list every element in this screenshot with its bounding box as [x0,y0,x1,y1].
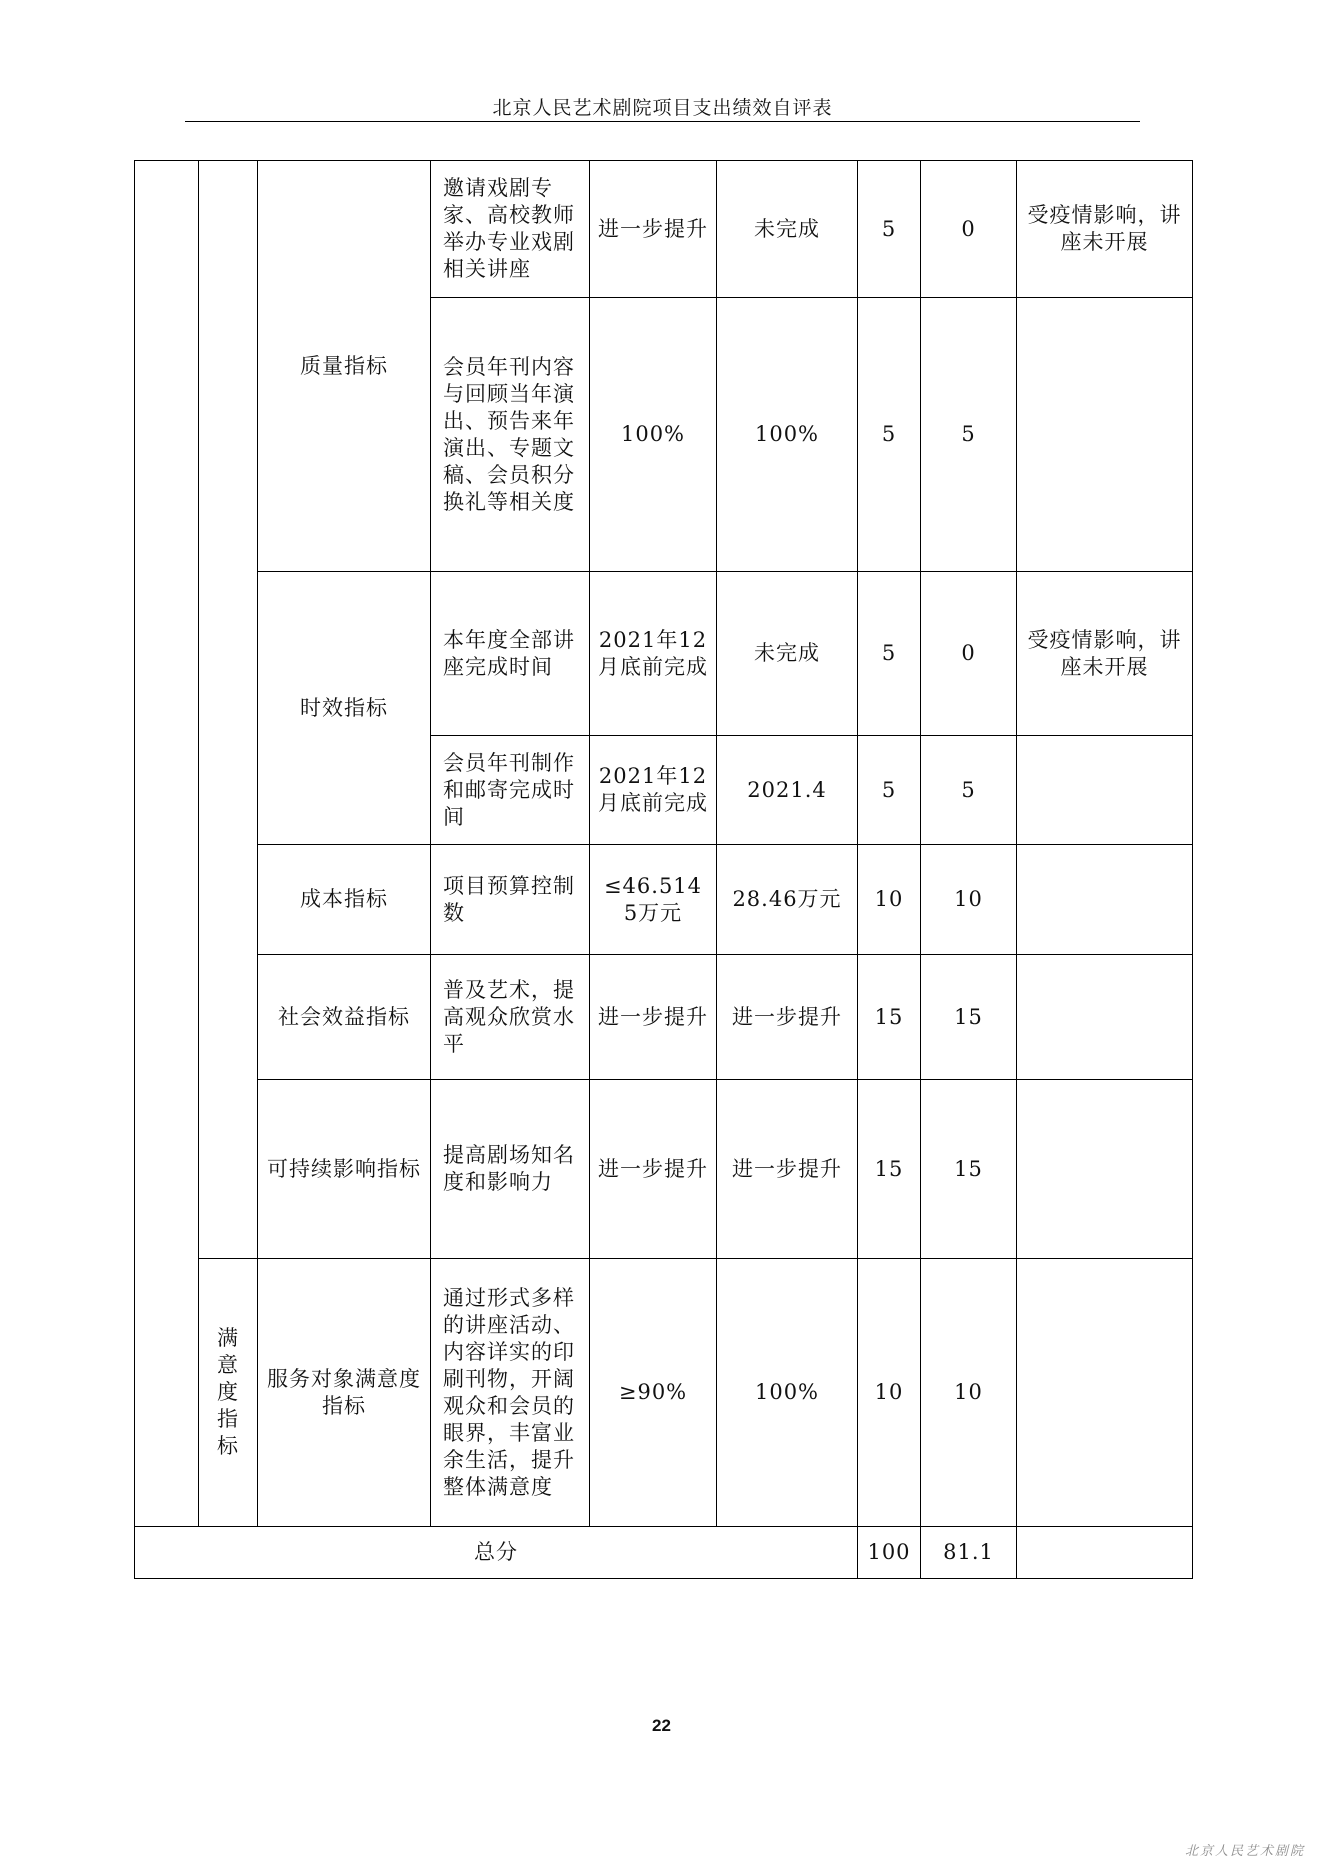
watermark-logo: 北京人民艺术剧院 [1184,1844,1305,1859]
target-value-cell: 2021年12月底前完成 [590,736,717,845]
actual-value-cell: 进一步提升 [717,1080,858,1259]
table-row [135,161,1193,298]
actual-value-cell: 28.46万元 [717,845,858,955]
table-row [135,845,1193,955]
level3-indicator-cell: 可持续影响指标 [258,1080,431,1259]
total-weight: 100 [858,1527,921,1579]
actual-value-cell: 进一步提升 [717,955,858,1080]
level3-indicator-cell: 成本指标 [258,845,431,955]
actual-value-cell: 100% [717,1259,858,1527]
score-cell: 10 [921,1259,1017,1527]
score-cell: 15 [921,1080,1017,1259]
actual-value-cell: 100% [717,298,858,572]
indicator-cell: 提高剧场知名度和影响力 [431,1080,590,1259]
target-value-cell: 100% [590,298,717,572]
weight-cell: 10 [858,1259,921,1527]
indicator-cell: 项目预算控制数 [431,845,590,955]
note-cell [1017,1259,1193,1527]
indicator-cell: 普及艺术，提高观众欣赏水平 [431,955,590,1080]
actual-value-cell: 未完成 [717,161,858,298]
total-label: 总分 [135,1527,858,1579]
note-cell [1017,955,1193,1080]
note-cell [1017,298,1193,572]
weight-cell: 5 [858,572,921,736]
level1-indicator-cell [135,161,199,1527]
actual-value-cell: 2021.4 [717,736,858,845]
score-cell: 15 [921,955,1017,1080]
weight-cell: 15 [858,955,921,1080]
weight-cell: 5 [858,736,921,845]
note-cell [1017,736,1193,845]
total-note [1017,1527,1193,1579]
score-cell: 5 [921,736,1017,845]
weight-cell: 5 [858,161,921,298]
page-number: 22 [652,1716,671,1735]
weight-cell: 5 [858,298,921,572]
table-row [135,572,1193,736]
table-row [135,955,1193,1080]
indicator-cell: 会员年刊内容与回顾当年演出、预告来年演出、专题文稿、会员积分换礼等相关度 [431,298,590,572]
table-row [135,1259,1193,1527]
table-row [135,1080,1193,1259]
target-value-cell: 进一步提升 [590,161,717,298]
level2-indicator-cell: 满意度指标 [199,1259,258,1527]
target-value-cell: 进一步提升 [590,955,717,1080]
level2-indicator-cell [199,161,258,1259]
total-row [135,1527,1193,1579]
level3-indicator-cell: 时效指标 [258,572,431,845]
score-cell: 0 [921,161,1017,298]
score-cell: 5 [921,298,1017,572]
header-divider [185,121,1140,122]
document-header-title: 北京人民艺术剧院项目支出绩效自评表 [492,97,833,119]
actual-value-cell: 未完成 [717,572,858,736]
score-cell: 10 [921,845,1017,955]
weight-cell: 15 [858,1080,921,1259]
note-cell: 受疫情影响，讲座未开展 [1017,161,1193,298]
indicator-cell: 邀请戏剧专家、高校教师举办专业戏剧相关讲座 [431,161,590,298]
target-value-cell: 2021年12月底前完成 [590,572,717,736]
indicator-cell: 会员年刊制作和邮寄完成时间 [431,736,590,845]
score-cell: 0 [921,572,1017,736]
indicator-cell: 通过形式多样的讲座活动、内容详实的印刷刊物，开阔观众和会员的眼界，丰富业余生活，提升整体满意度 [431,1259,590,1527]
target-value-cell: ≤46.5145万元 [590,845,717,955]
performance-evaluation-table [134,160,1193,1579]
target-value-cell: 进一步提升 [590,1080,717,1259]
note-cell [1017,845,1193,955]
note-cell [1017,1080,1193,1259]
total-score: 81.1 [921,1527,1017,1579]
level3-indicator-cell: 服务对象满意度指标 [258,1259,431,1527]
note-cell: 受疫情影响，讲座未开展 [1017,572,1193,736]
target-value-cell: ≥90% [590,1259,717,1527]
indicator-cell: 本年度全部讲座完成时间 [431,572,590,736]
level3-indicator-cell: 质量指标 [258,161,431,572]
level3-indicator-cell: 社会效益指标 [258,955,431,1080]
weight-cell: 10 [858,845,921,955]
